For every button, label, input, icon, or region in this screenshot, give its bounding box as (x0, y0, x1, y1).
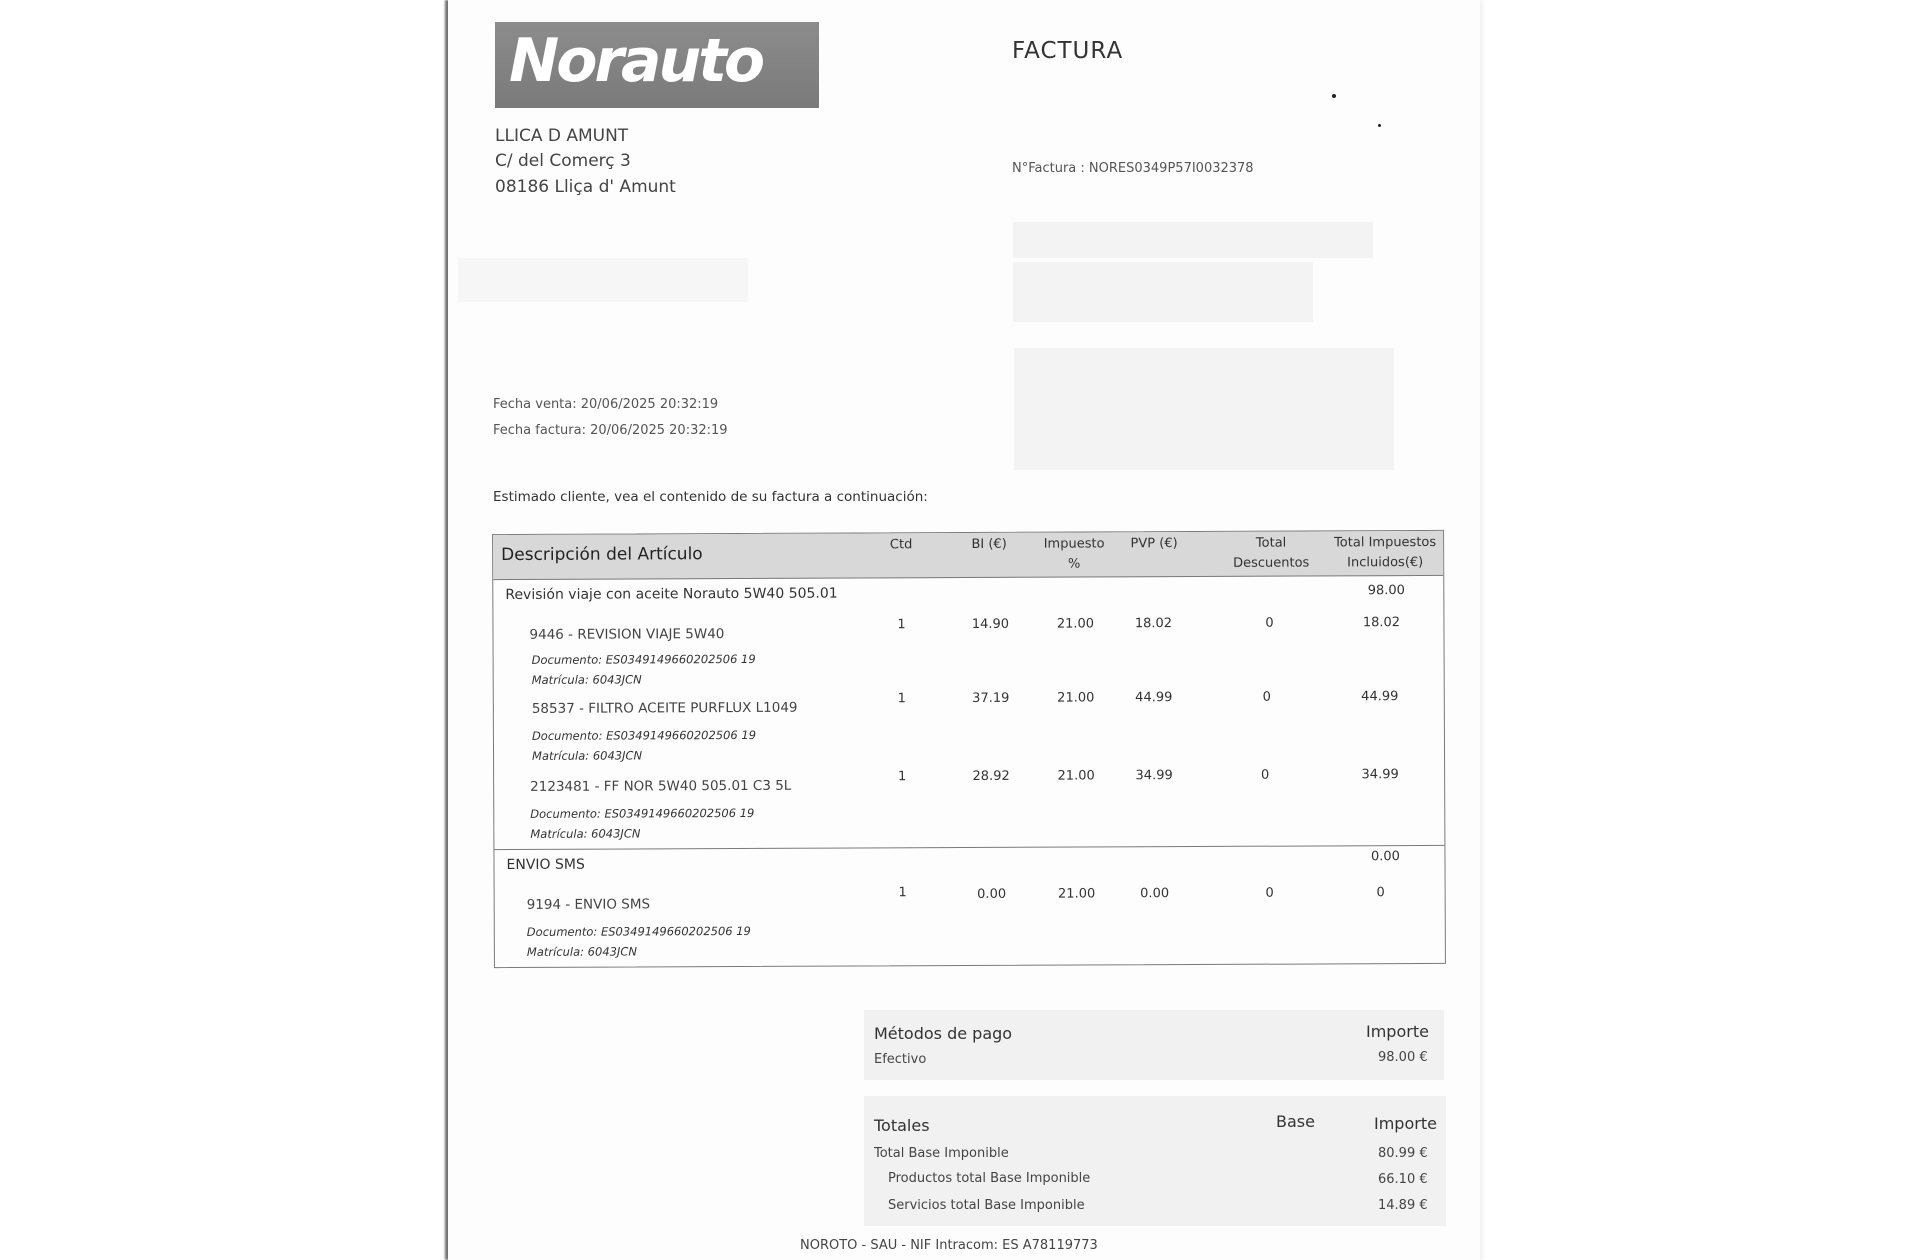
item-qty: 1 (897, 769, 907, 785)
redacted-block (1014, 348, 1394, 470)
totals-amount-heading: Importe (1374, 1114, 1437, 1133)
item-total: 18.02 (1362, 615, 1401, 631)
invoice-page (448, 0, 1480, 1260)
group-title: Revisión viaje con aceite Norauto 5W40 505.01 (505, 585, 838, 604)
col-pvp: PVP (€) (1130, 536, 1178, 552)
footer-legal: NOROTO - SAU - NIF Intracom: ES A78119773 (800, 1238, 1098, 1253)
item-document: Documento: ES0349149660202506 19 (530, 805, 755, 821)
speck (1332, 94, 1336, 98)
item-tax: 21.00 (1056, 616, 1095, 632)
item-document: Documento: ES0349149660202506 19 (531, 651, 756, 667)
group-total: 98.00 (1367, 583, 1405, 599)
totals-panel (864, 1096, 1446, 1226)
sale-date: Fecha venta: 20/06/2025 20:32:19 (493, 397, 719, 412)
invoice-number: N°Factura : NORES0349P57I0032378 (1012, 161, 1254, 176)
store-street: C/ del Comerç 3 (495, 151, 631, 171)
item-bi: 0.00 (977, 886, 1007, 902)
products-base-amount: 66.10 € (1378, 1172, 1428, 1187)
services-base-amount: 14.89 € (1378, 1198, 1428, 1213)
store-city: 08186 Lliça d' Amunt (495, 177, 676, 197)
item-qty: 1 (898, 885, 907, 901)
invoice-date: Fecha factura: 20/06/2025 20:32:19 (493, 423, 728, 438)
item-description: 9194 - ENVIO SMS (526, 896, 651, 913)
item-total: 34.99 (1361, 767, 1399, 783)
payment-panel (864, 1010, 1444, 1080)
payment-method: Efectivo (874, 1052, 927, 1067)
total-base-label: Total Base Imponible (874, 1146, 1009, 1161)
item-pvp: 34.99 (1135, 768, 1173, 784)
item-bi: 37.19 (972, 690, 1010, 706)
col-qty: Ctd (889, 537, 913, 553)
total-base-amount: 80.99 € (1378, 1146, 1428, 1161)
item-description: 9446 - REVISION VIAJE 5W40 (529, 626, 725, 643)
group-total: 0.00 (1370, 849, 1400, 865)
items-table (492, 530, 1446, 968)
col-bi: BI (€) (971, 536, 1007, 552)
item-plate: Matrícula: 6043JCN (531, 748, 643, 763)
col-discounts (1221, 533, 1321, 573)
item-description: 2123481 - FF NOR 5W40 505.01 C3 5L (530, 777, 792, 795)
item-discount: 0 (1260, 767, 1270, 783)
norauto-logo (495, 22, 819, 108)
item-discount: 0 (1265, 885, 1274, 901)
item-plate: Matrícula: 6043JCN (526, 944, 637, 959)
col-total-line2: Incluidos(€) (1347, 555, 1424, 571)
item-pvp: 0.00 (1140, 886, 1170, 902)
item-tax: 21.00 (1057, 768, 1095, 784)
item-bi: 28.92 (972, 768, 1010, 784)
col-total-line1: Total Impuestos (1334, 534, 1437, 551)
redacted-block (1013, 222, 1373, 258)
services-base-label: Servicios total Base Imponible (888, 1198, 1085, 1213)
totals-heading: Totales (874, 1116, 930, 1135)
payment-amount-heading: Importe (1366, 1022, 1429, 1041)
item-tax: 21.00 (1057, 886, 1096, 902)
item-qty: 1 (897, 691, 906, 707)
group-title: ENVIO SMS (506, 856, 585, 874)
item-document: Documento: ES0349149660202506 19 (526, 923, 751, 939)
item-bi: 14.90 (971, 616, 1010, 632)
item-total: 44.99 (1361, 689, 1399, 705)
col-total (1327, 533, 1443, 574)
totals-base-heading: Base (1276, 1112, 1315, 1131)
table-header (493, 531, 1443, 580)
col-description: Descripción del Artículo (501, 544, 703, 566)
item-discount: 0 (1262, 689, 1271, 705)
brand-name: Norauto (509, 26, 763, 96)
payment-amount: 98.00 € (1378, 1050, 1428, 1065)
products-base-label: Productos total Base Imponible (888, 1171, 1091, 1186)
document-title: FACTURA (1012, 38, 1124, 64)
item-pvp: 18.02 (1134, 616, 1173, 632)
col-tax (1029, 534, 1119, 574)
item-document: Documento: ES0349149660202506 19 (531, 727, 757, 743)
speck (1378, 124, 1381, 127)
redacted-block (458, 258, 748, 302)
col-discounts-line1: Total (1255, 535, 1287, 551)
store-name: LLICA D AMUNT (495, 126, 629, 146)
item-pvp: 44.99 (1135, 690, 1173, 706)
item-plate: Matrícula: 6043JCN (531, 672, 642, 687)
group-separator (494, 845, 1444, 850)
col-discounts-line2: Descuentos (1233, 555, 1310, 571)
item-total: 0 (1376, 885, 1385, 901)
redacted-block (1013, 262, 1313, 322)
col-tax-line1: Impuesto (1043, 536, 1105, 552)
col-tax-line2: % (1067, 556, 1081, 572)
item-qty: 1 (897, 617, 906, 633)
item-tax: 21.00 (1057, 690, 1095, 706)
item-discount: 0 (1265, 615, 1274, 631)
intro-text: Estimado cliente, vea el contenido de su factura a continuación: (493, 489, 928, 505)
item-plate: Matrícula: 6043JCN (530, 826, 641, 841)
payment-heading: Métodos de pago (874, 1024, 1013, 1043)
item-description: 58537 - FILTRO ACEITE PURFLUX L1049 (531, 699, 798, 717)
